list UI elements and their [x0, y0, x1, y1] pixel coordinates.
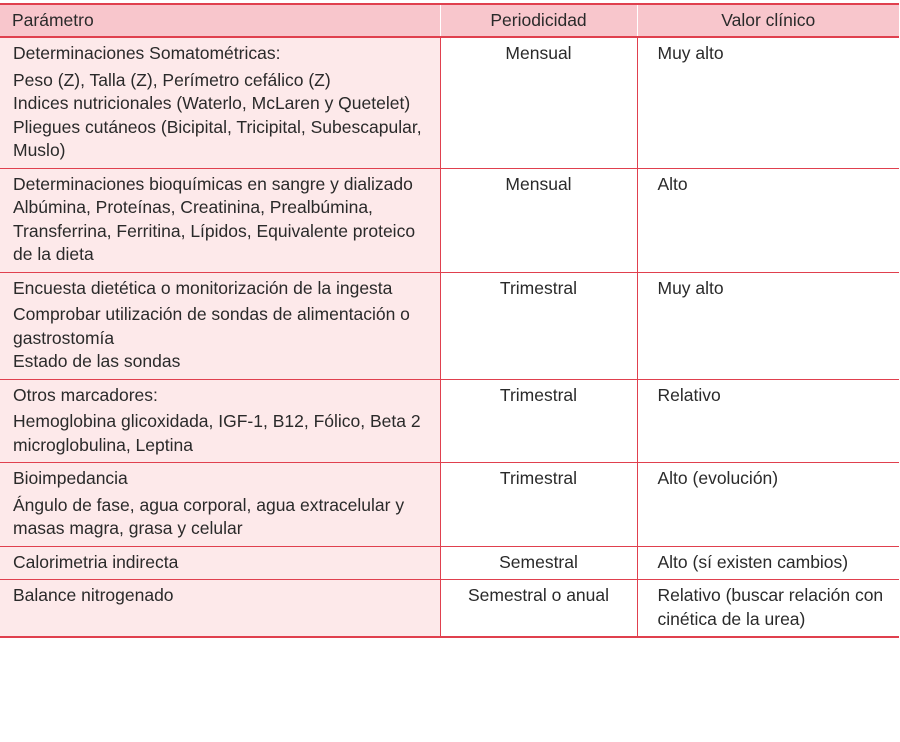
parameter-title: Calorimetria indirecta — [13, 551, 179, 572]
parameter-detail: Peso (Z), Talla (Z), Perímetro cefálico (Z) — [13, 69, 331, 90]
table-row — [0, 379, 899, 463]
parameter-detail: Hemoglobina glicoxidada, IGF-1, B12, Fólico, Beta 2 microglobulina, Leptina — [13, 411, 421, 455]
parameter-cell — [0, 168, 440, 272]
parameter-title: Determinaciones Somatométricas: — [13, 43, 281, 63]
table-row — [0, 168, 899, 272]
header-valor-clinico: Valor clínico — [637, 4, 899, 37]
table-row — [0, 463, 899, 547]
parameter-detail: Comprobar utilización de sondas de alimentación o gastrostomía — [13, 304, 410, 348]
periodicidad-cell: Semestral o anual — [440, 580, 637, 638]
valor-clinico-cell: Alto (sí existen cambios) — [637, 546, 899, 580]
periodicidad-cell: Trimestral — [440, 379, 637, 463]
parameter-cell — [0, 463, 440, 547]
parameter-detail: Ángulo de fase, agua corporal, agua extracelular y masas magra, grasa y celular — [13, 494, 405, 538]
parameter-cell — [0, 37, 440, 168]
parameter-title: Otros marcadores: — [13, 384, 158, 405]
parameter-cell — [0, 546, 440, 580]
periodicidad-cell: Mensual — [440, 37, 637, 168]
parameter-detail: Estado de las sondas — [13, 351, 181, 371]
table-row — [0, 580, 899, 638]
header-periodicidad: Periodicidad — [440, 4, 637, 37]
parameter-cell — [0, 580, 440, 638]
table-row — [0, 37, 899, 168]
valor-clinico-cell: Muy alto — [637, 272, 899, 379]
parameter-title: Bioimpedancia — [13, 468, 128, 488]
parameters-table — [0, 3, 899, 638]
parameter-cell — [0, 272, 440, 379]
periodicidad-cell: Trimestral — [440, 272, 637, 379]
valor-clinico-cell: Alto — [637, 168, 899, 272]
valor-clinico-cell: Relativo (buscar relación con cinética de la urea) — [637, 580, 899, 638]
parameter-detail: Albúmina, Proteínas, Creatinina, Prealbúmina, Transferrina, Ferritina, Lípidos, Equivalente proteico de la dieta — [13, 197, 416, 264]
valor-clinico-cell: Muy alto — [637, 37, 899, 168]
parameter-detail: Indices nutricionales (Waterlo, McLaren y Quetelet) — [13, 93, 411, 113]
table-row — [0, 272, 899, 379]
table-row — [0, 546, 899, 580]
parameter-title: Determinaciones bioquímicas en sangre y dializado — [13, 173, 413, 194]
valor-clinico-cell: Alto (evolución) — [637, 463, 899, 547]
periodicidad-cell: Mensual — [440, 168, 637, 272]
parameter-cell — [0, 379, 440, 463]
parameter-title: Balance nitrogenado — [13, 585, 174, 605]
periodicidad-cell: Trimestral — [440, 463, 637, 547]
parameter-title: Encuesta dietética o monitorización de la ingesta — [13, 277, 393, 298]
table-header-row — [0, 4, 899, 37]
valor-clinico-cell: Relativo — [637, 379, 899, 463]
parameter-detail: Pliegues cutáneos (Bicipital, Tricipital, Subescapular, Muslo) — [13, 116, 422, 160]
periodicidad-cell: Semestral — [440, 546, 637, 580]
header-parametro: Parámetro — [0, 4, 440, 37]
